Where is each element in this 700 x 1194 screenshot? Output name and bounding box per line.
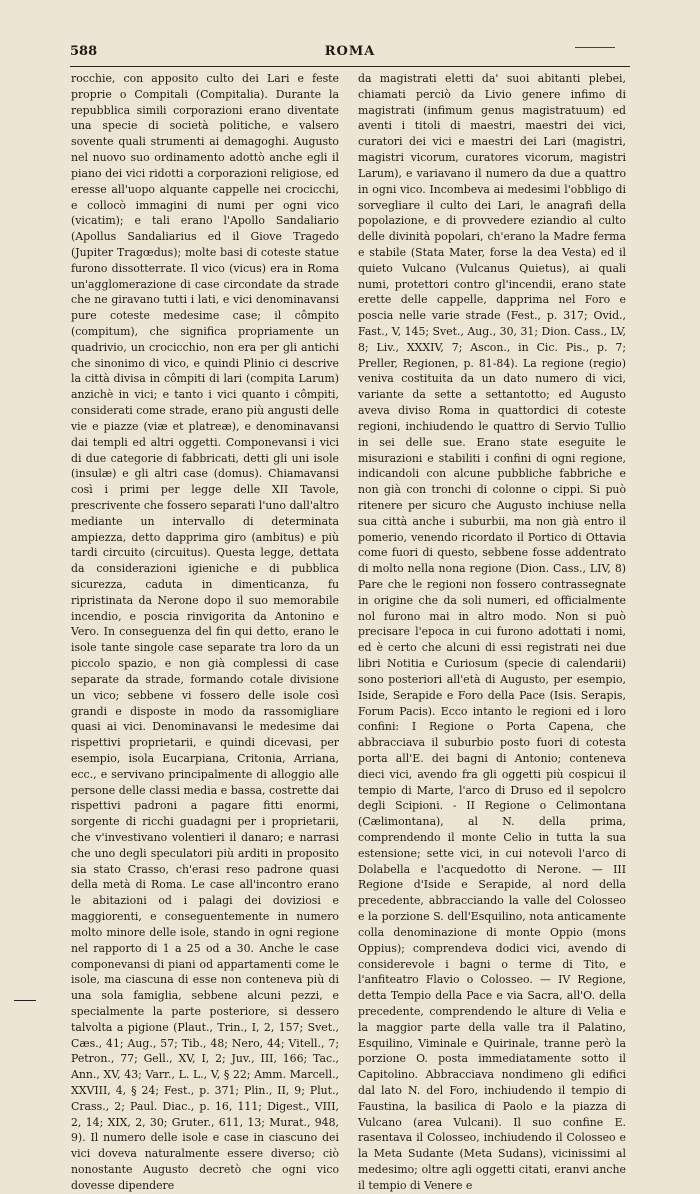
page-number: 588 — [70, 44, 98, 59]
page-header — [70, 44, 630, 64]
running-head: ROMA — [324, 44, 376, 59]
right-column-text: da magistrati eletti da' suoi abitanti plebei, chiamati perciò da Livio genere infimo di magistrati (infimum genus magistratuum) ed aventi i titoli di maestri, maestri dei vici, curatori dei vici e maestri dei Lari (magistri, magistri vicorum, curatores vicorum, magistri Larum), e variavano il numero da due a quattro in ogni vico. Incombeva ai medesimi l'obbligo di sorvegliare il culto dei Lari, le anagrafi della popolazione, e di provvedere eziandio al culto delle divinità popolari, ch'erano la Madre ferma e stabile (Stata Mater, forse la dea Vesta) ed il quieto Vulcano (Vulcanus Quietus), ai quali numi, protettori contro gl'incendii, erano state erette delle cappelle, dapprima nel Foro e poscia nelle varie strade (Fest., p. 317; Ovid., Fast., V, 145; Svet., Aug., 30, 31; Dion. Cass., LV, 8; Liv., XXXIV, 7; Ascon., in Cic. Pis., p. 7; Preller, Regionen, p. 81-84). La regione (regio) veniva costituita da un dato numero di vici, variante da sette a settantotto; ed Augusto aveva diviso Roma in quattordici di coteste regioni, inchiudendo le quattro di Servio Tullio in sei delle sue. Erano state eseguite le misurazioni e stabiliti i confini di ogni regione, indicandoli con alcune pubbliche fabbriche e non già con tronchi di colonne o cippi. Si può ritenere per sicuro che Augusto inchiuse nella sua città anche i suburbii, ma non già entro il pomerio, venendo ricordato il Portico di Ottavia come fuori di questo, sebbene fosse addentrato di molto nella nona regione (Dion. Cass., LIV, 8) Pare che le regioni non fossero contrassegnate in origine che da soli numeri, ed officialmente nol furono mai in altro modo. Non si può precisare l'epoca in cui furono adottati i nomi, ed è certo che alcuni di essi registrati nei due libri Notitia e Curiosum (specie di calendarii) sono posteriori all'età di Augusto, per esempio, Iside, Serapide e Foro della Pace (Isis. Serapis, Forum Pacis). Ecco intanto le regioni ed i loro confini: I Regione o Porta Capena, che abbracciava il suburbio posto fuori di cotesta porta all'E. dei bagni di Antonio; conteneva dieci vici, avendo fra gli oggetti più cospicui il tempio di Marte, l'arco di Druso ed il sepolcro degli Scipioni. - II Regione o Celimontana (Cælimontana), al N. della prima, comprendendo il monte Celio in tutta la sua estensione; sette vici, in cui notevoli l'arco di Dolabella e l'acquedotto di Nerone. — III Regione d'Iside e Serapide, al nord della precedente, abbracciando la valle del Colosseo e la porzione S. dell'Esquilino, nota anticamente colla denominazione di monte Oppio (mons Oppius); comprendeva dodici vici, avendo di considerevole i bagni o terme di Tito, e l'anfiteatro Flavio o Colosseo. — IV Regione, detta Tempio della Pace e via Sacra, all'O. della precedente, comprendendo le alture di Velia e la maggior parte della valle tra il Palatino, Esquilino, Viminale e Quirinale, tranne però la porzione O. posta immediatamente sotto il Capitolino. Abbracciava nondimeno gli edifici dal lato N. del Foro, inchiudendo il tempio di Faustina, la basilica di Paolo e la piazza di Vulcano (area Vulcani). Il suo confine E. rasentava il Colosseo, inchiudendo il Colosseo e la Meta Sudante (Meta Sudans), vicinissimi al medesimo; oltre agli oggetti citati, eranvi anche il tempio di Venere e — [358, 72, 626, 1192]
left-column-text: rocchie, con apposito culto dei Lari e feste proprie o Compitali (Compitalia). Durante la repubblica simili corporazioni erano diventate una specie di società politiche, e valsero sovente quali strumenti ai demagoghi. Augusto nel nuovo suo ordinamento adottò anche egli il piano dei vici ridotti a corporazioni religiose, ed eresse all'uopo alquante cappelle nei crocicchi, e collocò immagini di numi per ogni vico (vicatim); e tali erano l'Apollo Sandaliario (Apollus Sandaliarius ed il Giove Tragedo (Jupiter Tragœdus); molte basi di coteste statue furono dissotterrate. Il vico (vicus) era in Roma un'agglomerazione di case circondate da strade che ne giravano tutti i lati, e vici denominavansi pure coteste medesime case; il cômpito (compitum), che significa propriamente un quadrivio, un crocicchio, non era per gli antichi che sinonimo di vico, e quindi Plinio ci descrive la città divisa in cômpiti di lari (compita Larum) anzichè in vici; e tanto i vici quanto i cômpiti, considerati come strade, erano più angusti delle vie e piazze (viæ et platreæ), e denominavansi dai templi ed altri oggetti. Componevansi i vici di due categorie di fabbricati, detti gli uni isole (insulæ) e gli altri case (domus). Chiamavansi così i primi per legge delle XII Tavole, prescrivente che fossero separati l'uno dall'altro mediante un intervallo di determinata ampiezza, detto dapprima giro (ambitus) e più tardi circuito (circuitus). Questa legge, dettata da considerazioni igieniche e di pubblica sicurezza, caduta in dimenticanza, fu ripristinata da Nerone dopo il suo memorabile incendio, e poscia rinvigorita da Antonino e Vero. In conseguenza del fin qui detto, erano le isole tante singole case separate tra loro da un piccolo spazio, e non già complessi di case separate da strade, formando cotale divisione un vico; sebbene vi fossero delle isole così grandi e disposte in modo da rassomigliare quasi ai vici. Denominavansi le medesime dai rispettivi proprietarii, e quindi dicevasi, per esempio, isola Eucarpiana, Critonia, Arriana, ecc., e servivano principalmente di alloggio alle persone delle classi media e bassa, costrette dai rispettivi padroni a pagare fitti enormi, sorgente di ricchi guadagni per i proprietarii, che v'investivano volentieri il danaro; e narrasi che uno degli speculatori più arditi in proposito sia stato Crasso, ch'erasi reso padrone quasi della metà di Roma. Le case all'incontro erano le abitazioni od i palagi dei doviziosi e maggiorenti, e conseguentemente in numero molto minore delle isole, stando in ogni regione nel rapporto di 1 a 25 od a 30. Anche le case componevansi di piani od appartamenti come le isole, ma ciascuna di esse non conteneva più di una sola famiglia, sebbene alcuni pezzi, e specialmente la parte posteriore, si dessero talvolta a pigione (Plaut., Trin., I, 2, 157; Svet., Cæs., 41; Aug., 57; Tib., 48; Nero, 44; Vitell., 7; Petron., 77; Gell., XV, I, 2; Juv., III, 166; Tac., Ann., XV, 43; Varr., L. L., V, § 22; Amm. Marcell., XXVIII, 4, § 24; Fest., p. 371; Plin., II, 9; Plut., Crass., 2; Paul. Diac., p. 16, 111; Digest., VIII, 2, 14; XIX, 2, 30; Gruter., 611, 13; Murat., 948, 9). Il numero delle isole e case in ciascuno dei vici doveva naturalmente essere diverso; ciò nonostante Augusto decretò che ogni vico dovesse dipendere — [71, 72, 339, 1192]
header-flourish — [575, 47, 615, 48]
text-column-left — [71, 71, 339, 1192]
header-rule — [70, 66, 630, 67]
margin-mark — [14, 1000, 36, 1001]
text-column-right — [358, 71, 626, 1192]
